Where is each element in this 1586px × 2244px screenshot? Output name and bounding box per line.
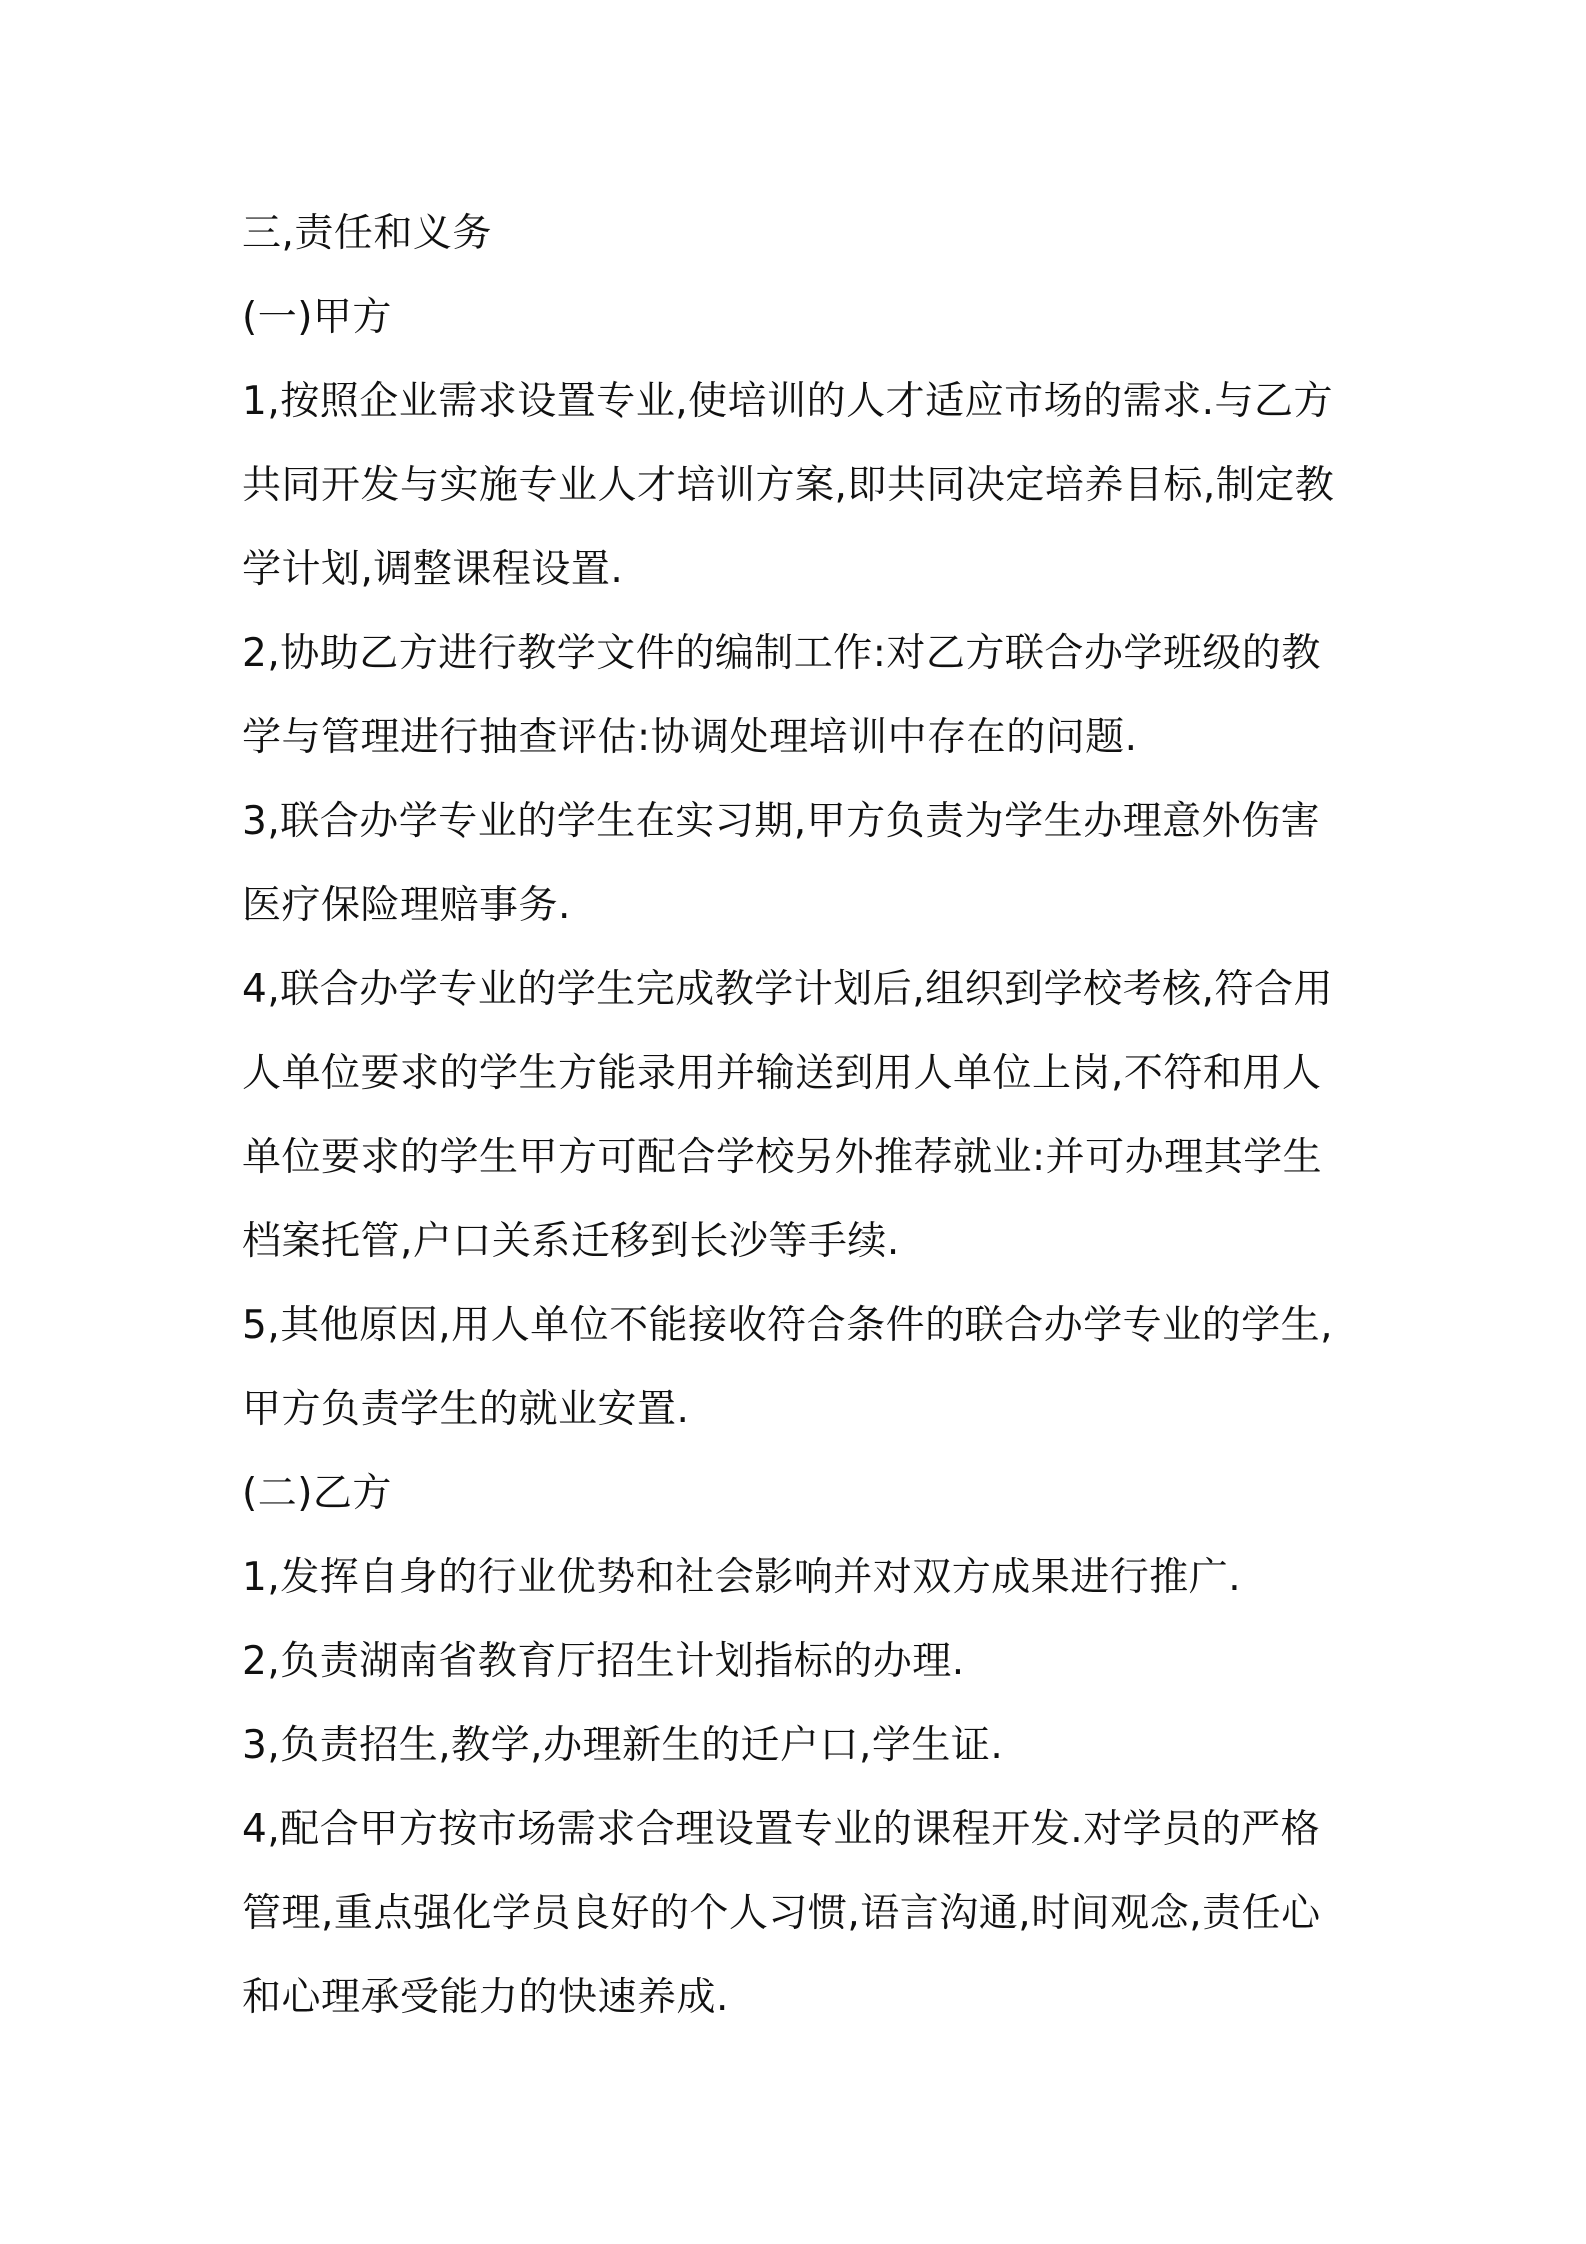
text-line: 学计划,调整课程设置. bbox=[242, 547, 624, 592]
section-heading: 三,责任和义务 bbox=[242, 211, 492, 256]
document-page bbox=[242, 192, 1362, 2040]
text-line: 1,发挥自身的行业优势和社会影响并对双方成果进行推广. bbox=[242, 1555, 1242, 1600]
text-line: 单位要求的学生甲方可配合学校另外推荐就业:并可办理其学生 bbox=[242, 1135, 1323, 1180]
party-b-heading: (二)乙方 bbox=[242, 1471, 392, 1516]
text-line: 5,其他原因,用人单位不能接收符合条件的联合办学专业的学生, bbox=[242, 1303, 1334, 1348]
text-line: 3,负责招生,教学,办理新生的迁户口,学生证. bbox=[242, 1723, 1004, 1768]
text-line: 4,联合办学专业的学生完成教学计划后,组织到学校考核,符合用 bbox=[242, 967, 1334, 1012]
text-line: 共同开发与实施专业人才培训方案,即共同决定培养目标,制定教 bbox=[242, 463, 1335, 508]
text-line: 4,配合甲方按市场需求合理设置专业的课程开发.对学员的严格 bbox=[242, 1807, 1321, 1852]
text-line: 3,联合办学专业的学生在实习期,甲方负责为学生办理意外伤害 bbox=[242, 799, 1321, 844]
text-line: 2,负责湖南省教育厅招生计划指标的办理. bbox=[242, 1639, 965, 1684]
party-a-heading: (一)甲方 bbox=[242, 295, 392, 340]
text-line: 人单位要求的学生方能录用并输送到用人单位上岗,不符和用人 bbox=[242, 1051, 1322, 1096]
text-line: 2,协助乙方进行教学文件的编制工作:对乙方联合办学班级的教 bbox=[242, 631, 1321, 676]
text-line: 甲方负责学生的就业安置. bbox=[242, 1387, 690, 1432]
text-line: 和心理承受能力的快速养成. bbox=[242, 1975, 729, 2020]
text-line: 学与管理进行抽查评估:协调处理培训中存在的问题. bbox=[242, 715, 1138, 760]
text-line: 管理,重点强化学员良好的个人习惯,语言沟通,时间观念,责任心 bbox=[242, 1891, 1321, 1936]
text-line: 档案托管,户口关系迁移到长沙等手续. bbox=[242, 1219, 900, 1264]
text-line: 医疗保险理赔事务. bbox=[242, 883, 571, 928]
text-line: 1,按照企业需求设置专业,使培训的人才适应市场的需求.与乙方 bbox=[242, 379, 1334, 424]
